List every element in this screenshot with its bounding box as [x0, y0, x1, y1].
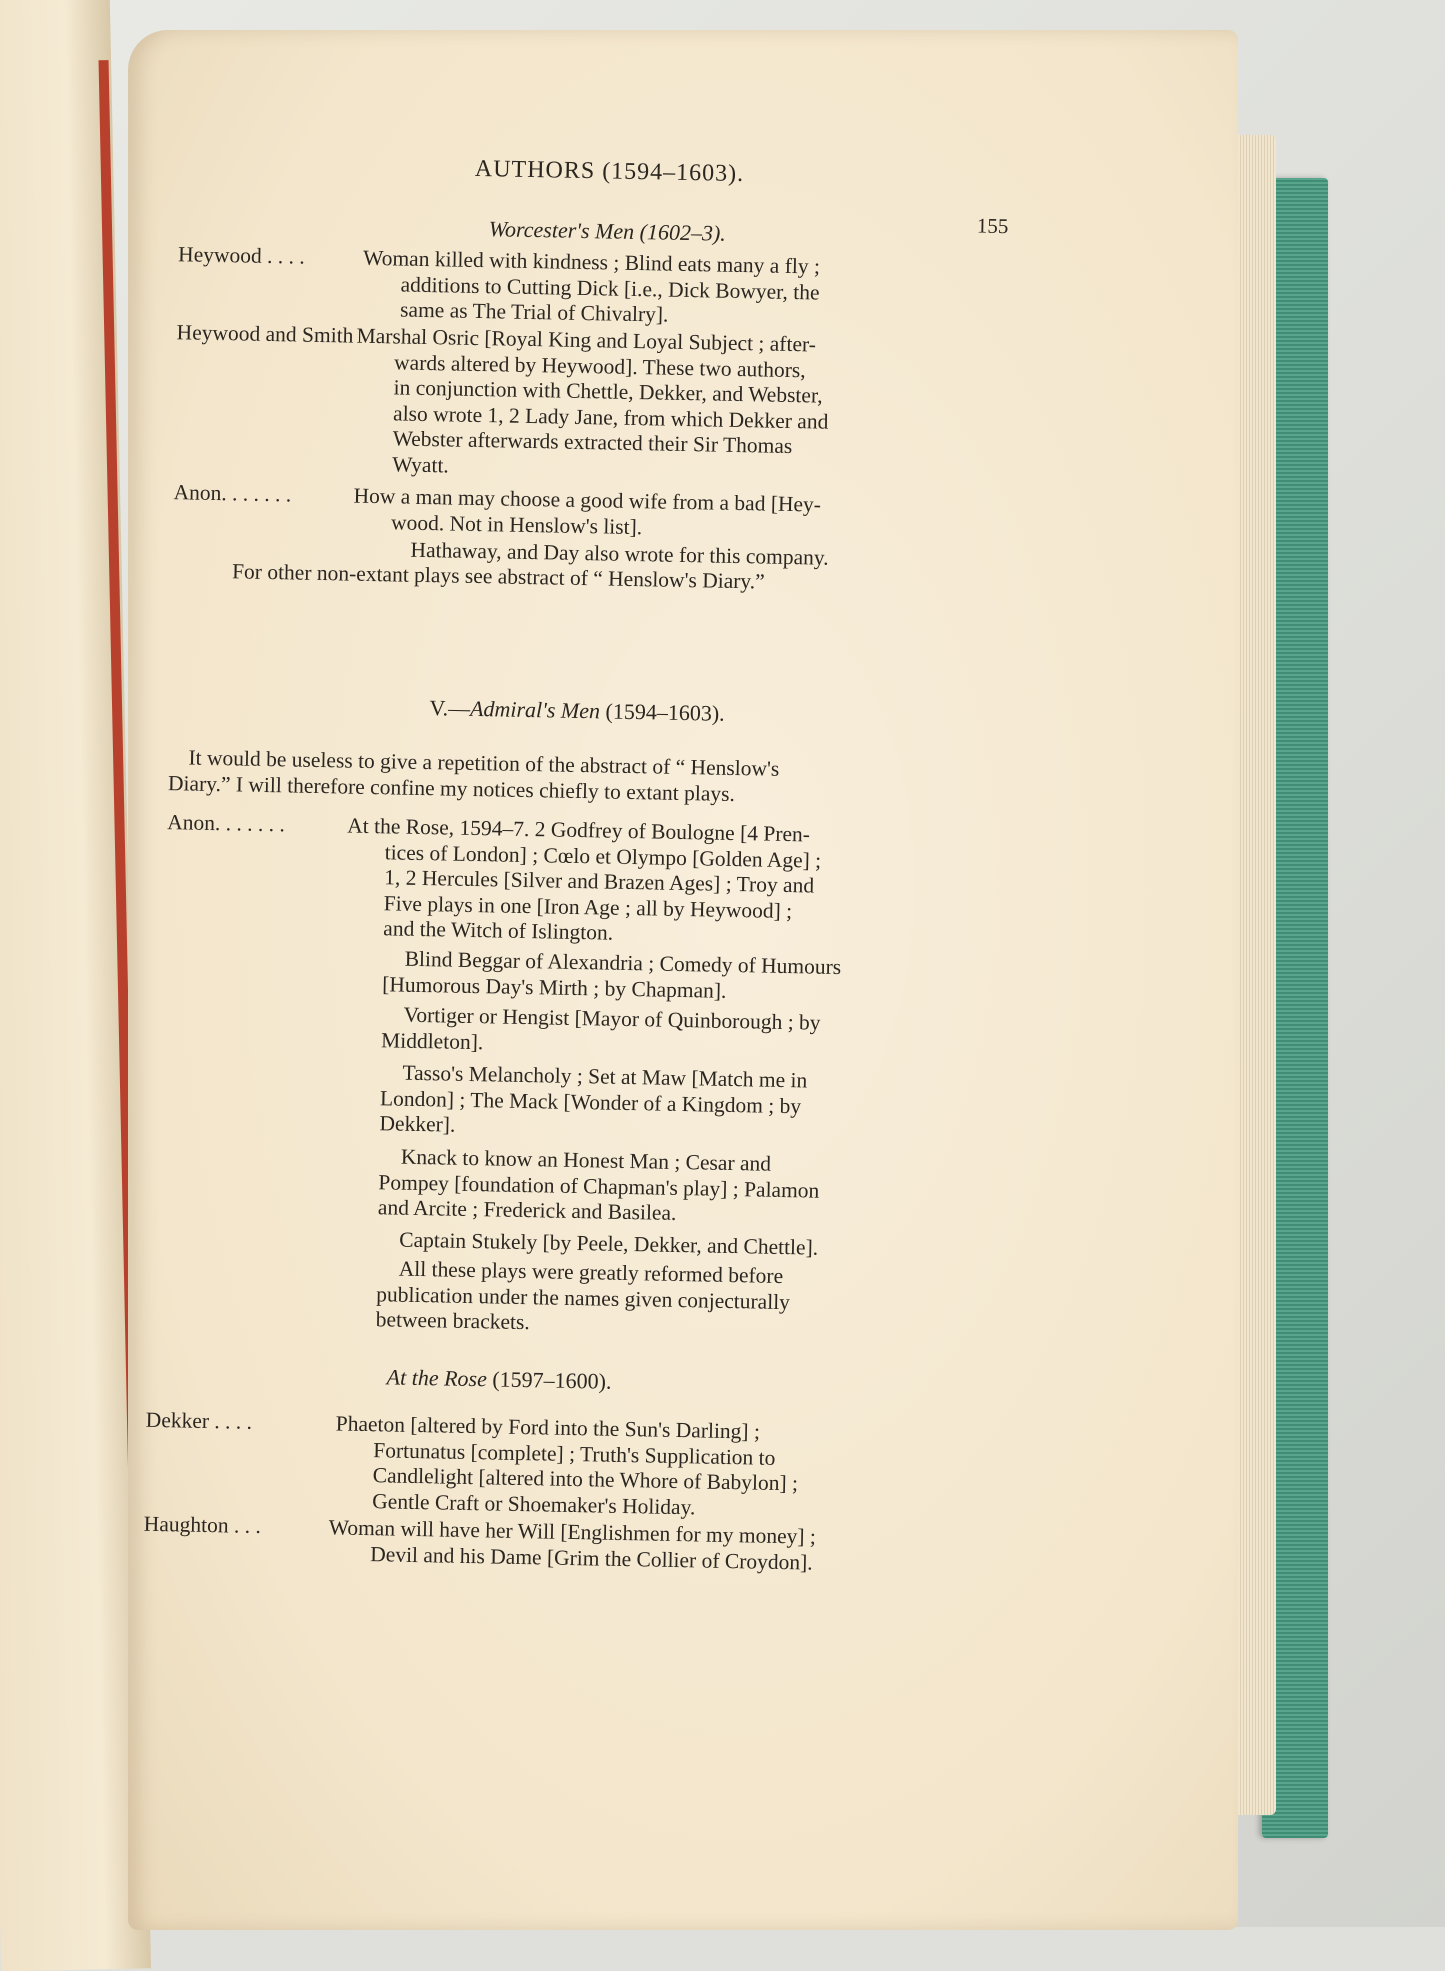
entry-author: Anon. . . . . . . [173, 480, 292, 507]
entry-line: At the Rose, 1594–7. 2 Godfrey of Boulogne [4 Pren- [347, 813, 811, 847]
section-heading-rose [386, 1364, 611, 1394]
heading-dates: (1597–1600). [492, 1366, 612, 1394]
para-line: Vortiger or Hengist [Mayor of Quinborough ; by [403, 1002, 821, 1035]
entry-heywood [177, 242, 878, 327]
entry-author: Anon. . . . . . . [167, 810, 286, 837]
entry-line: Phaeton [altered by Ford into the Sun's Darling] ; [335, 1411, 761, 1444]
para-line: and Arcite ; Frederick and Basilea. [377, 1195, 677, 1225]
heading-title: At the Rose [386, 1364, 488, 1392]
para-line: London] ; The Mack [Wonder of a Kingdom ; by [379, 1085, 802, 1118]
heading-dates: (1594–1603). [605, 698, 725, 726]
para-line: Tasso's Melancholy ; Set at Maw [Match me in [402, 1060, 808, 1093]
entry-line: Woman will have her Will [Englishmen for my money] ; [328, 1515, 817, 1549]
para-line: Captain Stukely [by Peele, Dekker, and Chettle]. [399, 1227, 819, 1260]
entry-line: Woman killed with kindness ; Blind eats many a fly ; [362, 245, 821, 279]
paragraph-tasso [379, 1060, 840, 1145]
para-line: All these plays were greatly reformed before [398, 1256, 784, 1289]
para-line: Blind Beggar of Alexandria ; Comedy of Humours [404, 946, 842, 980]
book-page [128, 30, 1238, 1930]
entry-text [354, 324, 857, 487]
entry-line: and the Witch of Islington. [383, 916, 614, 945]
running-head: AUTHORS (1594–1603). [474, 155, 745, 188]
entry-author: Heywood and Smith [176, 320, 354, 348]
para-line: Middleton]. [380, 1027, 484, 1054]
entry-author: Dekker . . . . [145, 1407, 253, 1434]
entry-line: same as The Trial of Chivalry]. [399, 297, 669, 327]
entry-line: Marshal Osric [Royal King and Loyal Subject ; after- [356, 323, 817, 357]
heading-numeral: V.— [429, 695, 471, 721]
note-other-plays: For other non-extant plays see abstract of “ Henslow's Diary.” [231, 559, 765, 594]
paragraph-knack [378, 1144, 839, 1229]
para-line: [Humorous Day's Mirth ; by Chapman]. [381, 971, 727, 1003]
entry-text [362, 246, 858, 332]
entry-author: Heywood . . . . [177, 242, 306, 269]
page-text-block [106, 19, 1252, 1940]
page-number: 155 [976, 213, 1009, 239]
entry-line: in conjunction with Chettle, Dekker, and Webster, [393, 375, 823, 408]
heading-title: Admiral's Men [469, 695, 601, 724]
entry-line: Gentle Craft or Shoemaker's Holiday. [372, 1488, 696, 1519]
entry-line: How a man may choose a good wife from a bad [Hey- [353, 483, 822, 517]
entry-text [328, 1515, 844, 1576]
para-line: publication under the names given conjecturally [376, 1281, 791, 1314]
paragraph-reformed [376, 1256, 837, 1341]
entry-author: Haughton . . . [143, 1511, 262, 1539]
entry-dekker [145, 1407, 866, 1519]
entry-line: Devil and his Dame [Grim the Collier of Croydon]. [370, 1541, 813, 1575]
entry-text [334, 1411, 846, 1523]
entry-line: wards altered by Heywood]. These two authors, [393, 349, 806, 382]
section-heading-worcester: Worcester's Men (1602–3). [488, 216, 727, 246]
entry-line: Candlelight [altered into the Whore of Babylon] ; [372, 1463, 799, 1496]
paragraph-vortiger [381, 1002, 842, 1062]
entry-text [345, 814, 847, 951]
para-line: Knack to know an Honest Man ; Cesar and [400, 1144, 772, 1176]
entry-line: also wrote 1, 2 Lady Jane, from which Dekker and [392, 400, 829, 434]
entry-line: tices of London] ; Cœlo et Olympo [Golden Age] ; [384, 839, 822, 873]
entry-line: wood. Not in Henslow's list]. [390, 509, 643, 539]
para-line: Pompey [foundation of Chapman's play] ; Palamon [378, 1169, 820, 1203]
entry-line: Five plays in one [Iron Age ; all by Heywood] ; [383, 890, 793, 923]
entry-line: 1, 2 Hercules [Silver and Brazen Ages] ; Troy and [384, 865, 815, 898]
note-hathaway: Hathaway, and Day also wrote for this company. [410, 537, 829, 570]
entry-text [353, 484, 854, 545]
intro-line: It would be useless to give a repetition of the abstract of “ Henslow's [188, 745, 780, 781]
para-line: Dekker]. [379, 1111, 456, 1137]
intro-line: Diary.” I will therefore confine my notices chiefly to extant plays. [167, 770, 736, 806]
entry-line: additions to Cutting Dick [i.e., Dick Bowyer, the [400, 271, 820, 305]
paragraph-blind-beggar [382, 946, 843, 1006]
admiral-intro [168, 745, 829, 809]
para-line: between brackets. [375, 1307, 531, 1335]
entry-line: Webster afterwards extracted their Sir Thomas [392, 426, 793, 459]
entry-anon-admiral [167, 810, 868, 945]
paragraph-stukely [377, 1227, 837, 1261]
entry-line: Wyatt. [391, 451, 450, 477]
entry-line: Fortunatus [complete] ; Truth's Supplication to [373, 1437, 776, 1470]
section-heading-admiral [429, 695, 725, 727]
